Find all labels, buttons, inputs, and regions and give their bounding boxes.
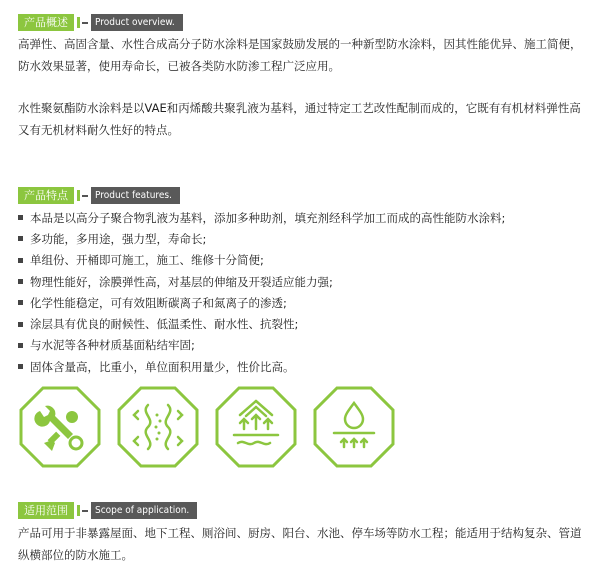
bullet-icon — [18, 215, 23, 220]
list-item: 本品是以高分子聚合物乳液为基料，添加多种助剂，填充剂经科学加工而成的高性能防水涂料; — [18, 207, 578, 228]
section-title-en: Product features. — [91, 187, 180, 204]
bullet-icon — [18, 364, 23, 369]
tools-icon — [18, 385, 102, 469]
feature-list — [18, 207, 578, 377]
header-separator — [74, 14, 91, 31]
list-item: 化学性能稳定，可有效阻断碳离子和氮离子的渗透; — [18, 292, 578, 313]
feature-icon-row — [18, 385, 410, 469]
section-header-overview — [18, 14, 183, 31]
bullet-icon — [18, 322, 23, 327]
heat-resistance-icon — [214, 385, 298, 469]
section-title-en: Scope of application. — [91, 502, 197, 519]
bullet-icon — [18, 279, 23, 284]
overview-paragraph-2: 水性聚氨酯防水涂料是以VAE和丙烯酸共聚乳液为基料，通过特定工艺改性配制而成的，它既有有机材料弹性高又有无机材料耐久性好的特点。 — [18, 101, 581, 137]
section-title-cn: 产品特点 — [18, 187, 74, 204]
section-title-cn: 产品概述 — [18, 14, 74, 31]
elasticity-icon — [116, 385, 200, 469]
bullet-icon — [18, 236, 23, 241]
bullet-icon — [18, 258, 23, 263]
list-item: 物理性能好，涂膜弹性高，对基层的伸缩及开裂适应能力强; — [18, 271, 578, 292]
section-title-en: Product overview. — [91, 14, 183, 31]
application-text: 产品可用于非暴露屋面、地下工程、厕浴间、厨房、阳台、水池、停车场等防水工程；能适用于结构复杂、管道纵横部位的防水施工。 — [18, 526, 582, 562]
list-item: 固体含量高，比重小，单位面积用量少，性价比高。 — [18, 356, 578, 377]
overview-paragraph-1: 高弹性、高固含量、水性合成高分子防水涂料是国家鼓励发展的一种新型防水涂料，因其性能优异、施工简便，防水效果显著，使用寿命长，已被各类防水防渗工程广泛应用。 — [18, 37, 582, 73]
header-separator — [74, 187, 91, 204]
header-separator — [74, 502, 91, 519]
list-item: 与水泥等各种材质基面粘结牢固; — [18, 335, 578, 356]
bullet-icon — [18, 300, 23, 305]
section-header-features — [18, 187, 180, 204]
list-item: 涂层具有优良的耐候性、低温柔性、耐水性、抗裂性; — [18, 313, 578, 334]
bullet-icon — [18, 343, 23, 348]
list-item: 多功能，多用途，强力型，寿命长; — [18, 228, 578, 249]
section-header-application — [18, 502, 197, 519]
section-title-cn: 适用范围 — [18, 502, 74, 519]
list-item: 单组份、开桶即可施工，施工、维修十分简便; — [18, 250, 578, 271]
waterproof-icon — [312, 385, 396, 469]
